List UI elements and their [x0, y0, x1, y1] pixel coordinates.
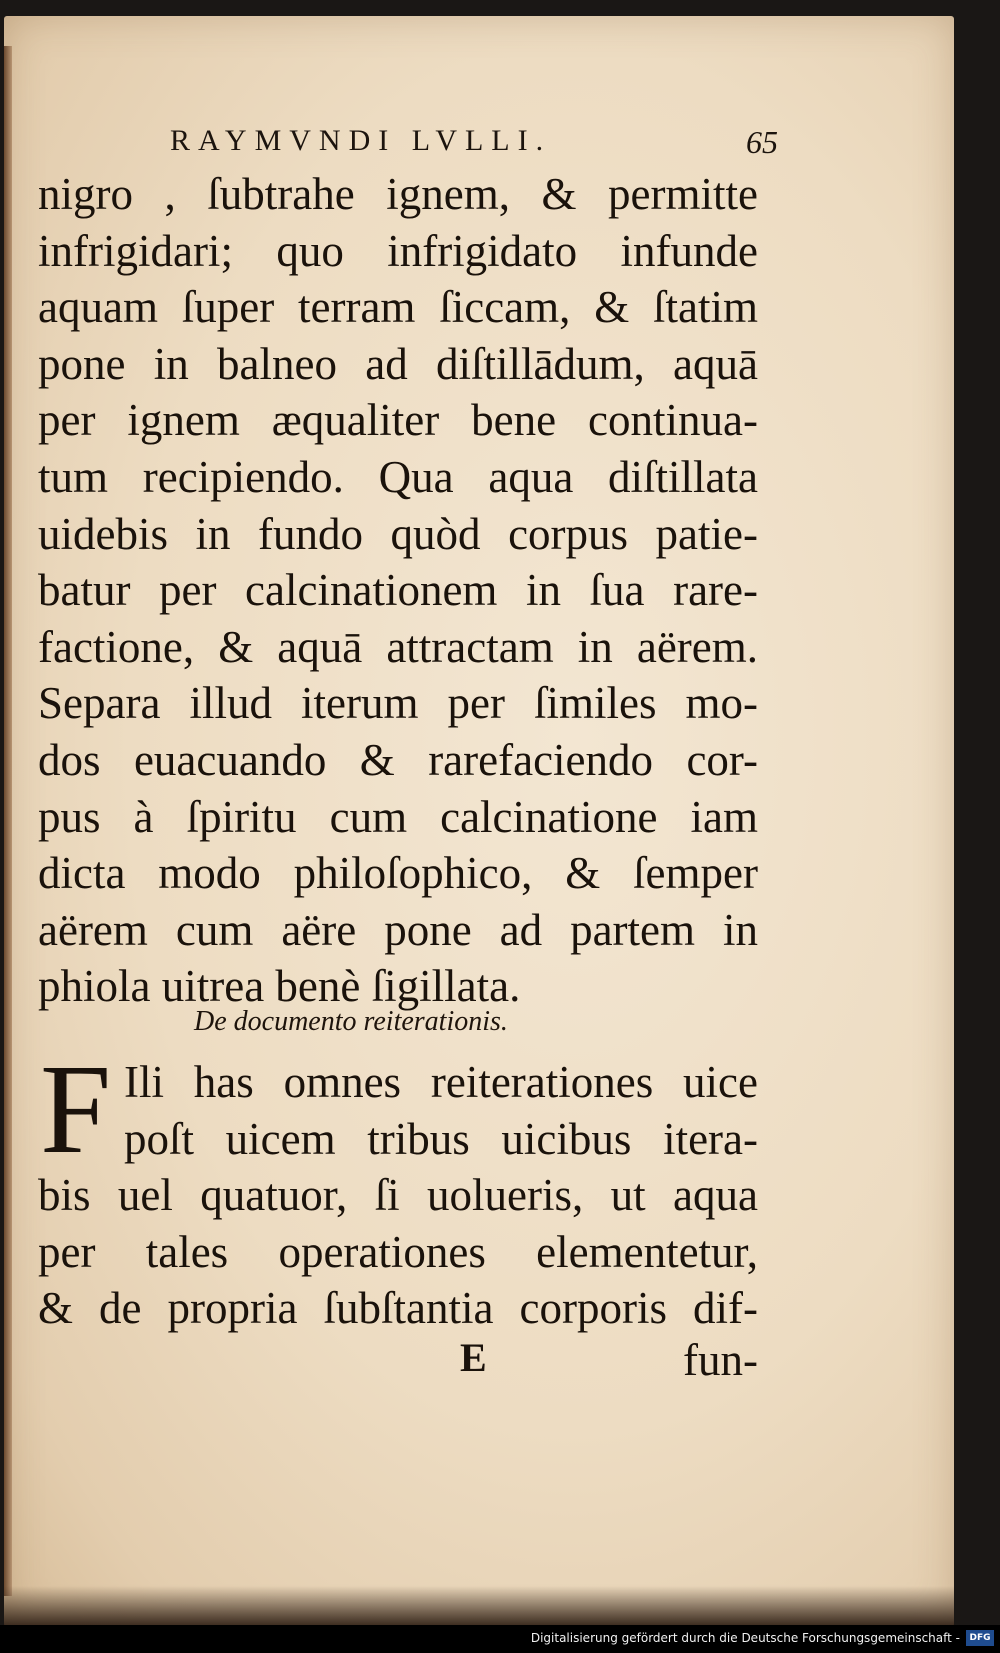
text-line: aërem cum aëre pone ad partem in [38, 904, 758, 955]
text-line: pus à ſpiritu cum calcinatione iam [38, 791, 758, 842]
dfg-logo-icon: DFG [966, 1630, 994, 1646]
text-line: phiola uitrea benè ſigillata. [38, 961, 521, 1012]
digitization-credit-bar [0, 1625, 1000, 1653]
page-bottom-edge [4, 1586, 954, 1626]
text-line: batur per calcinationem in ſua rare- [38, 565, 758, 616]
text-line: infrigidari; quo infrigidato infunde [38, 225, 758, 276]
text-line: aquam ſuper terram ſiccam, & ſtatim [38, 282, 758, 333]
page-header [164, 124, 778, 164]
section-heading: De documento reiterationis. [194, 1006, 508, 1037]
catchword: fun- [683, 1335, 758, 1385]
text-line: uidebis in fundo quòd corpus patie- [38, 508, 758, 559]
text-line: poſt uicem tribus uicibus itera- [124, 1113, 758, 1164]
credit-text: Digitalisierung gefördert durch die Deutsche Forschungsgemeinschaft - [530, 1631, 960, 1645]
drop-cap-initial: F [40, 1038, 112, 1180]
text-line: Separa illud iterum per ſimiles mo- [38, 678, 758, 729]
text-line: per tales operationes elementetur, [38, 1226, 758, 1277]
text-line: nigro , ſubtrahe ignem, & permitte [38, 169, 758, 219]
text-line: dicta modo philoſophico, & ſemper [38, 848, 758, 899]
text-line: & de propria ſubſtantia corporis dif- [38, 1283, 758, 1334]
main-paragraph [38, 166, 758, 1015]
text-line: per ignem æqualiter bene continua- [38, 395, 758, 446]
text-line: factione, & aquā attractam in aërem. [38, 621, 758, 672]
second-paragraph [38, 1038, 758, 1337]
text-line: tum recipiendo. Qua aqua diſtillata [38, 451, 758, 502]
signature-mark: E [460, 1335, 487, 1380]
text-line: pone in balneo ad diſtillādum, aquā [38, 338, 758, 389]
text-line: Ili has omnes reiterationes uice [124, 1057, 758, 1107]
page-gutter-edge [4, 46, 12, 1596]
page-footer [38, 1334, 758, 1390]
book-page [4, 16, 954, 1626]
text-line: bis uel quatuor, ſi uolueris, ut aqua [38, 1170, 758, 1221]
page-number: 65 [746, 124, 778, 160]
text-line: dos euacuando & rarefaciendo cor- [38, 734, 758, 785]
running-title: RAYMVNDI LVLLI. [170, 124, 552, 157]
